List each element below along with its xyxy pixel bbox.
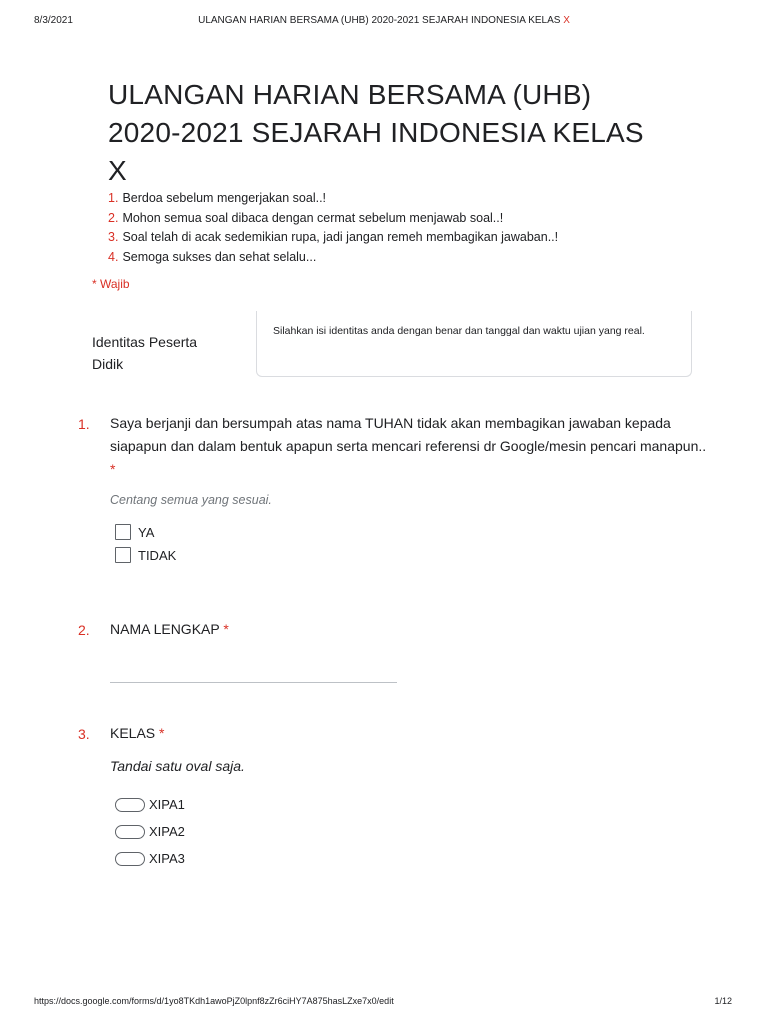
required-note: * Wajib — [92, 277, 130, 291]
question-1-text: Saya berjanji dan bersumpah atas nama TUHAN tidak akan membagikan jawaban kepada siapapun dan dalam bentuk apapun serta mencari referensi dr Google/mesin pencari manapun.. * — [110, 415, 707, 477]
checkbox[interactable] — [115, 547, 131, 563]
instruction-item: 1. Berdoa sebelum mengerjakan soal..! — [108, 191, 327, 205]
radio-option-xipa3[interactable] — [115, 851, 185, 866]
radio-option-xipa1[interactable] — [115, 797, 185, 812]
name-answer-field[interactable] — [110, 682, 397, 683]
print-date: 8/3/2021 — [34, 15, 73, 26]
checkbox-option-ya[interactable] — [115, 524, 154, 540]
instruction-item: 2. Mohon semua soal dibaca dengan cermat sebelum menjawab soal..! — [108, 210, 504, 225]
radio-oval[interactable] — [115, 825, 145, 839]
section-description-box — [256, 311, 692, 377]
question-3-hint: Tandai satu oval saja. — [110, 758, 245, 774]
form-title: ULANGAN HARIAN BERSAMA (UHB) 2020-2021 SEJARAH INDONESIA KELAS X — [108, 79, 644, 186]
radio-option-xipa2[interactable] — [115, 824, 185, 839]
instruction-item: 3. Soal telah di acak sedemikian rupa, jadi jangan remeh membagikan jawaban..! — [108, 230, 559, 244]
question-1-number: 1. — [78, 416, 90, 432]
option-label: YA — [138, 524, 155, 540]
question-1-hint: Centang semua yang sesuai. — [110, 493, 272, 507]
checkbox[interactable] — [115, 524, 131, 540]
page-number: 1/12 — [714, 996, 732, 1006]
question-2-text: NAMA LENGKAP * — [110, 621, 229, 637]
print-title-tail: X — [563, 15, 570, 26]
radio-oval[interactable] — [115, 798, 145, 812]
section-title: Identitas Peserta Didik — [92, 334, 198, 372]
required-star: * — [110, 461, 116, 477]
print-title: ULANGAN HARIAN BERSAMA (UHB) 2020-2021 SEJARAH INDONESIA KELAS X — [198, 15, 570, 26]
option-label: XIPA3 — [149, 851, 185, 866]
required-star: * — [159, 725, 165, 741]
option-label: XIPA2 — [149, 824, 185, 839]
print-url: https://docs.google.com/forms/d/1yo8TKdh1awoPjZ0lpnf8zZr6ciHY7A875hasLZxe7x0/edit — [34, 996, 394, 1006]
question-3-text: KELAS * — [110, 725, 165, 741]
required-star: * — [223, 621, 229, 637]
instruction-item: 4. Semoga sukses dan sehat selalu... — [108, 249, 317, 264]
question-3-number: 3. — [78, 726, 90, 742]
section-description: Silahkan isi identitas anda dengan benar dan tanggal dan waktu ujian yang real. — [273, 325, 645, 337]
option-label: TIDAK — [138, 547, 177, 563]
instructions-list — [108, 189, 558, 267]
checkbox-option-tidak[interactable] — [115, 547, 176, 563]
radio-oval[interactable] — [115, 852, 145, 866]
option-label: XIPA1 — [149, 797, 185, 812]
question-2-number: 2. — [78, 622, 90, 638]
